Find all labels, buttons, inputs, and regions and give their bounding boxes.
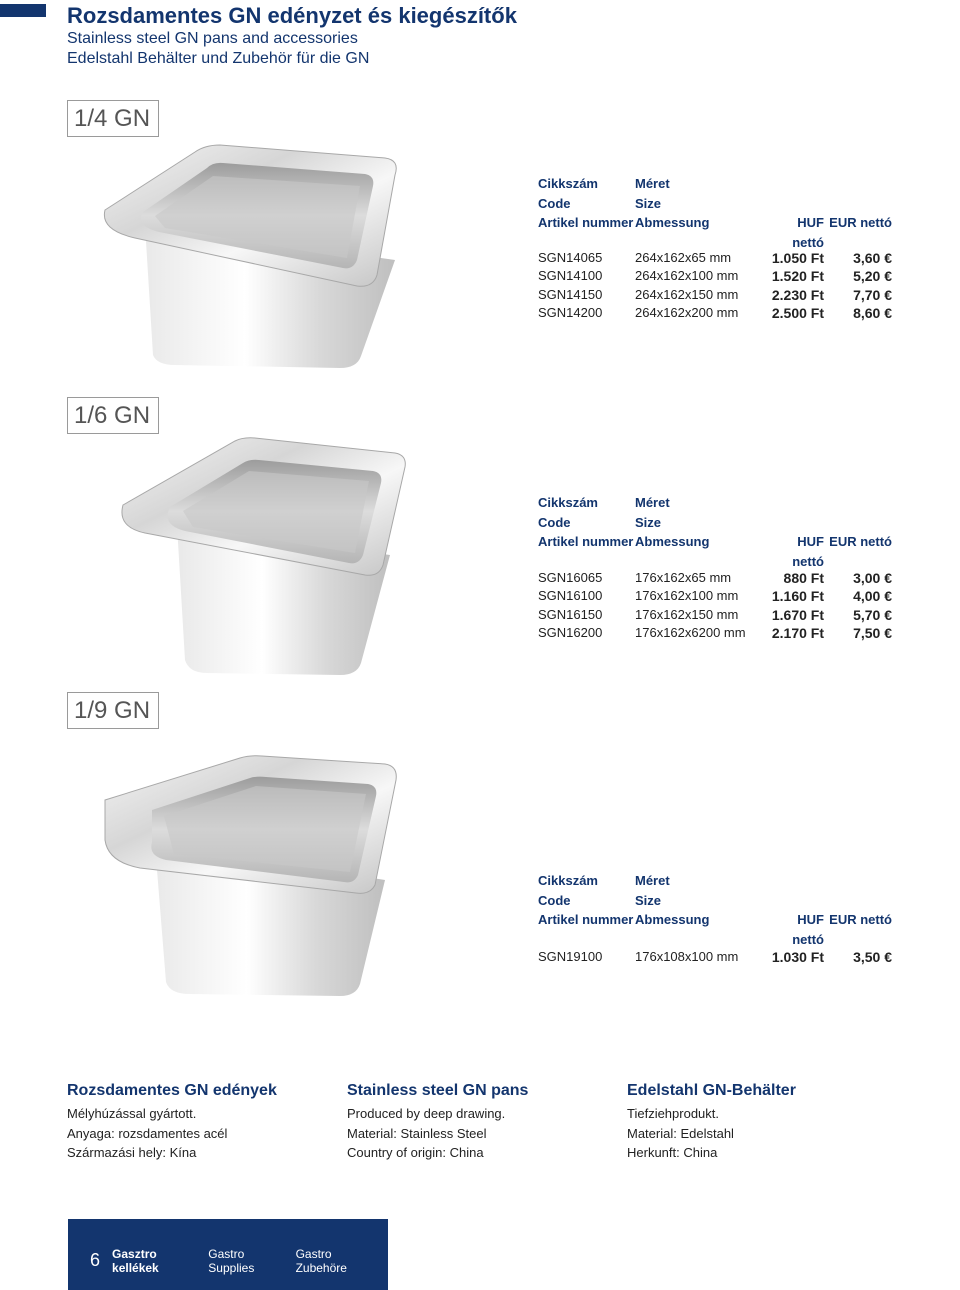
row-huf: 2.170 Ft (771, 625, 824, 641)
col-size-en: Size (635, 514, 662, 530)
row-code: SGN16100 (538, 588, 603, 603)
page-footer (68, 1219, 388, 1290)
row-code: SGN14200 (538, 305, 603, 320)
gn-pan-1-6-photo (115, 435, 415, 680)
row-huf: 1.050 Ft (771, 249, 824, 266)
row-size: 264x162x65 mm (635, 249, 732, 265)
col-code-hu: Cikkszám (538, 495, 598, 510)
row-eur: 3,60 € (853, 249, 892, 266)
info-hu-line: Származási hely: Kína (67, 1145, 197, 1160)
col-code-en: Code (538, 892, 571, 908)
row-huf: 1.670 Ft (771, 606, 824, 623)
gn-pan-1-9-photo (100, 750, 410, 1005)
table-row (538, 624, 898, 643)
row-huf: 880 Ft (783, 569, 824, 586)
info-hu-line: Anyaga: rozsdamentes acél (67, 1125, 228, 1141)
section-label-1-9-gn: 1/9 GN (67, 692, 159, 729)
table-row (538, 267, 898, 286)
info-de-heading: Edelstahl GN-Behälter (627, 1082, 796, 1099)
row-size: 264x162x150 mm (635, 286, 739, 302)
footer-category-hu: Gasztro kellékek (112, 1246, 159, 1275)
row-huf: 2.500 Ft (771, 305, 824, 321)
row-size: 176x162x65 mm (635, 569, 732, 585)
row-size: 264x162x100 mm (635, 268, 739, 283)
page-number: 6 (90, 1250, 101, 1270)
row-eur: 7,50 € (853, 625, 892, 641)
info-en-line: Country of origin: China (347, 1145, 484, 1160)
row-eur: 3,50 € (853, 948, 892, 965)
col-size-de: Abmessung (635, 534, 710, 549)
row-code: SGN14150 (538, 286, 603, 302)
section-label-1-6-gn: 1/6 GN (67, 397, 159, 434)
col-code-en: Code (538, 514, 571, 530)
col-size-de: Abmessung (635, 912, 710, 927)
product-info (67, 1080, 907, 1163)
table-row (538, 587, 898, 606)
col-huf: HUF nettó (792, 215, 824, 250)
row-huf: 2.230 Ft (771, 286, 824, 303)
row-huf: 1.520 Ft (771, 268, 824, 284)
col-size-hu: Méret (635, 873, 670, 888)
subtitle-en: Stainless steel GN pans and accessories (67, 30, 358, 47)
col-size-en: Size (635, 195, 662, 211)
col-code-de: Artikel nummer (538, 912, 634, 927)
col-eur: EUR nettó (829, 912, 892, 927)
row-huf: 1.030 Ft (771, 948, 824, 965)
col-huf: HUF nettó (792, 912, 824, 947)
footer-category-en: Gastro Supplies (208, 1246, 255, 1275)
info-en-line: Material: Stainless Steel (347, 1125, 487, 1141)
col-code-en: Code (538, 195, 571, 211)
row-size: 264x162x200 mm (635, 305, 739, 320)
subtitle-de: Edelstahl Behälter und Zubehör für die GN (67, 50, 370, 67)
spec-table-1-9-gn (538, 871, 898, 966)
info-hu-heading: Rozsdamentes GN edények (67, 1082, 277, 1099)
section-label-1-4-gn: 1/4 GN (67, 100, 159, 137)
row-eur: 8,60 € (853, 305, 892, 321)
row-eur: 3,00 € (853, 569, 892, 586)
table-row (538, 304, 898, 323)
table-row (538, 286, 898, 305)
col-huf: HUF nettó (792, 534, 824, 569)
info-de-line: Material: Edelstahl (627, 1125, 734, 1141)
row-code: SGN16200 (538, 625, 603, 640)
row-eur: 5,70 € (853, 606, 892, 623)
info-de-line: Tiefziehprodukt. (627, 1106, 720, 1121)
table-row (538, 569, 898, 588)
row-size: 176x162x150 mm (635, 606, 739, 622)
info-en (347, 1080, 627, 1163)
page-title: Rozsdamentes GN edényzet és kiegészítők (67, 3, 517, 28)
info-de (627, 1080, 907, 1163)
info-en-heading: Stainless steel GN pans (347, 1082, 529, 1099)
row-code: SGN14065 (538, 249, 603, 265)
info-hu (67, 1080, 347, 1163)
col-code-hu: Cikkszám (538, 873, 598, 888)
row-code: SGN16150 (538, 606, 603, 622)
col-size-hu: Méret (635, 176, 670, 191)
col-size-hu: Méret (635, 495, 670, 510)
col-code-de: Artikel nummer (538, 534, 634, 549)
row-eur: 4,00 € (853, 588, 892, 604)
accent-bar (0, 4, 46, 17)
info-en-line: Produced by deep drawing. (347, 1106, 506, 1121)
table-row (538, 606, 898, 625)
row-size: 176x108x100 mm (635, 948, 739, 964)
spec-table-1-4-gn (538, 174, 898, 323)
col-size-de: Abmessung (635, 215, 710, 230)
gn-pan-1-4-photo (95, 130, 415, 370)
row-code: SGN16065 (538, 569, 603, 585)
info-hu-line: Mélyhúzással gyártott. (67, 1106, 197, 1121)
col-code-hu: Cikkszám (538, 176, 598, 191)
footer-category-de: Gastro Zubehöre (295, 1246, 347, 1275)
row-eur: 7,70 € (853, 286, 892, 303)
col-eur: EUR nettó (829, 215, 892, 230)
row-eur: 5,20 € (853, 268, 892, 284)
table-row (538, 249, 898, 268)
col-size-en: Size (635, 892, 662, 908)
spec-table-1-6-gn (538, 493, 898, 643)
row-size: 176x162x100 mm (635, 588, 739, 603)
row-code: SGN19100 (538, 948, 603, 964)
col-eur: EUR nettó (829, 534, 892, 549)
col-code-de: Artikel nummer (538, 215, 634, 230)
page-header (67, 3, 517, 69)
row-size: 176x162x6200 mm (635, 625, 746, 640)
table-row (538, 948, 898, 967)
row-huf: 1.160 Ft (771, 588, 824, 604)
info-de-line: Herkunft: China (627, 1145, 718, 1160)
row-code: SGN14100 (538, 268, 603, 283)
